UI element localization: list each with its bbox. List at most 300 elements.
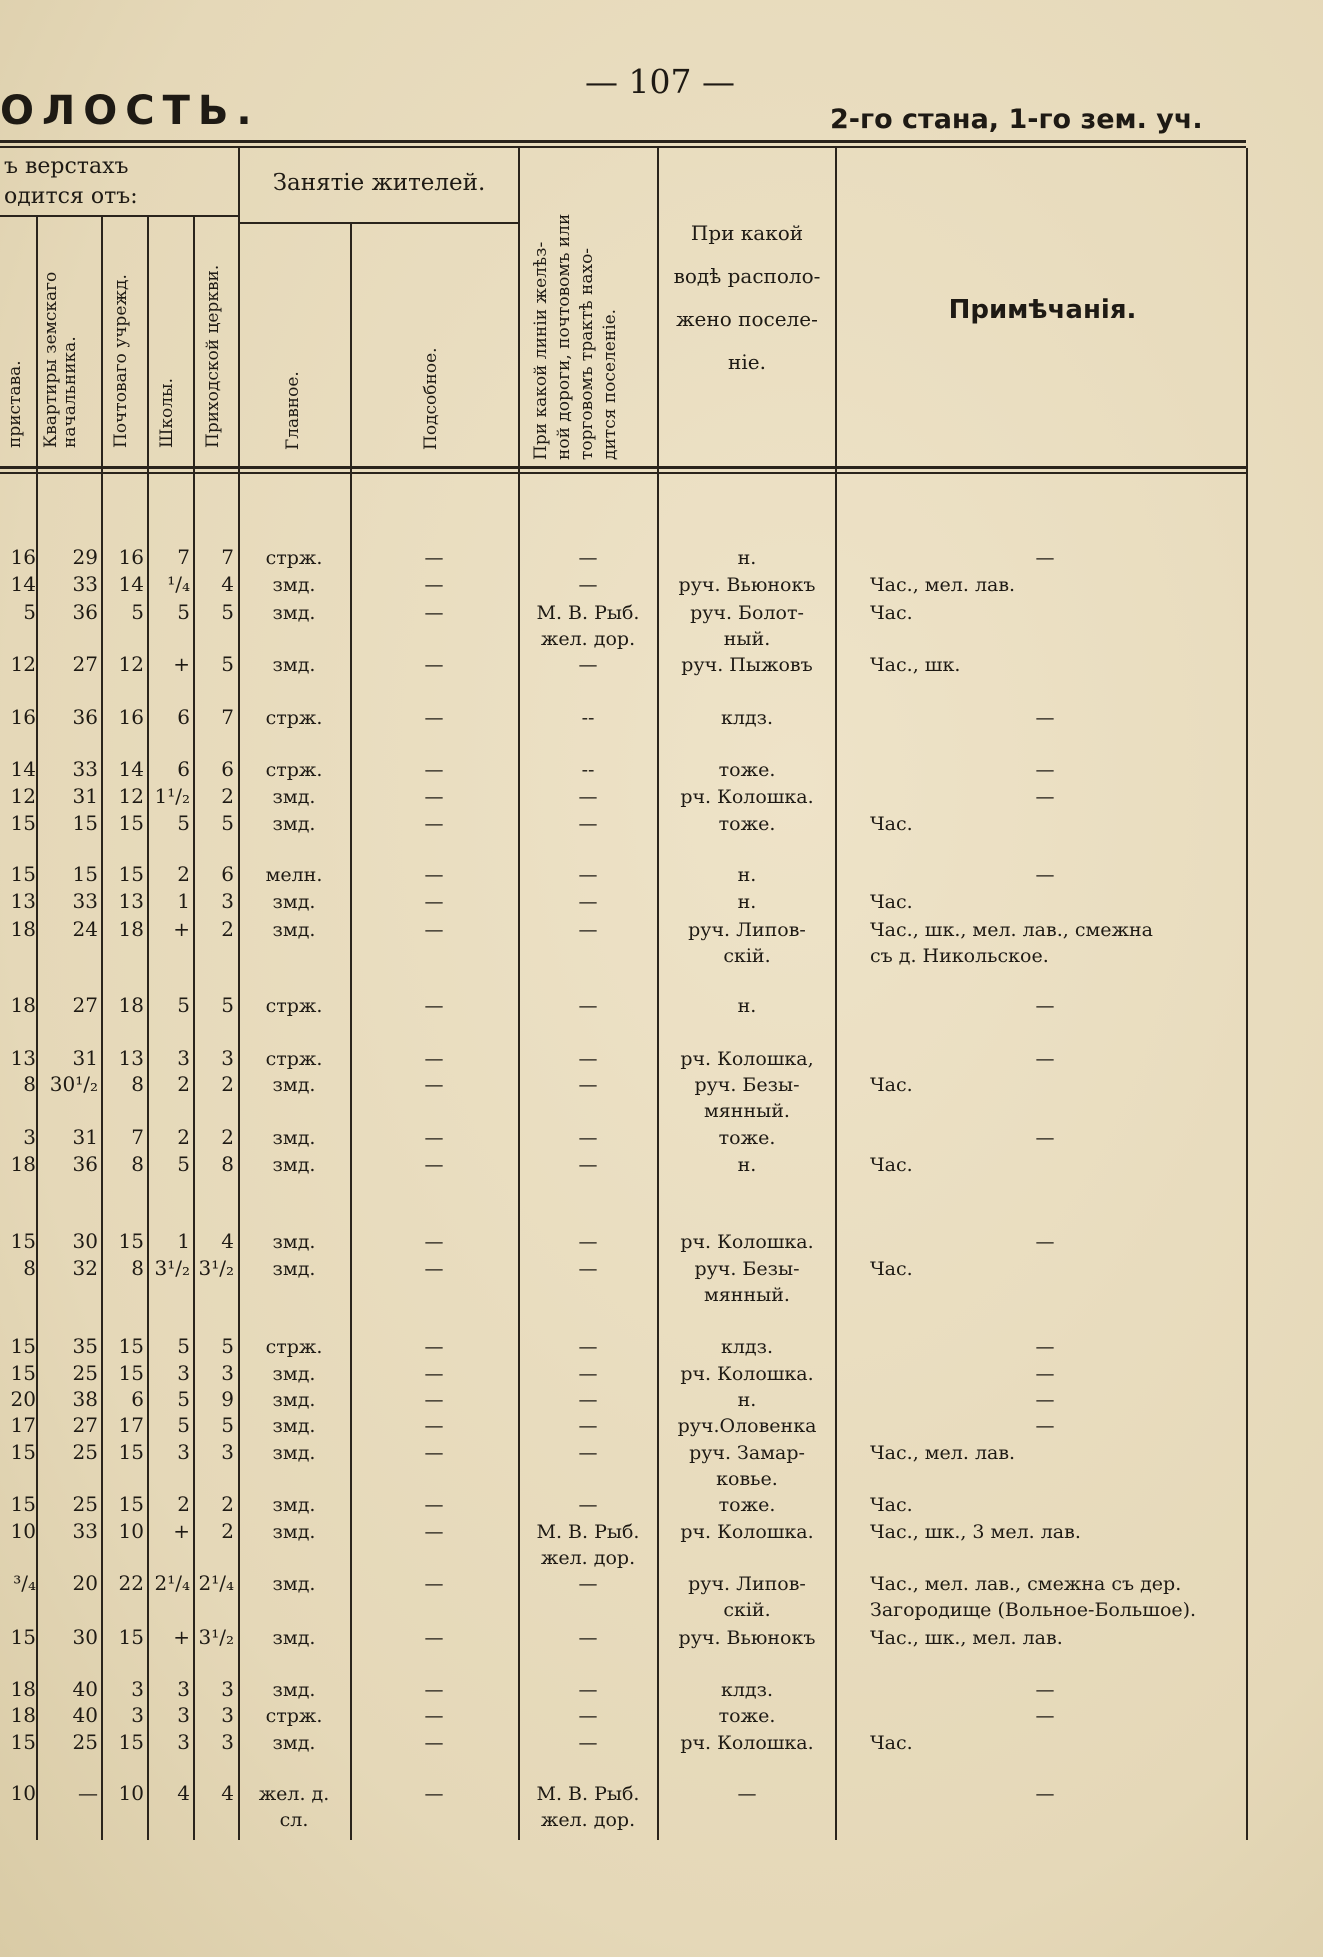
cell-main: змд. (272, 786, 316, 808)
cell-note-dash: — (1035, 1783, 1055, 1805)
cell-road: — (578, 919, 598, 941)
cell-pristav: 15 (10, 1361, 36, 1385)
cell-road: — (578, 1231, 598, 1253)
cell-church: 8 (221, 1152, 234, 1176)
cell-secondary: — (424, 864, 444, 886)
cell-pristav: 16 (10, 545, 36, 569)
cell-main: стрж. (265, 1336, 323, 1358)
cell-secondary: — (424, 1679, 444, 1701)
cell-pristav: 18 (10, 1703, 36, 1727)
cell-water: тоже. (718, 1127, 776, 1149)
cell-church: 5 (221, 652, 234, 676)
cell-secondary: — (424, 707, 444, 729)
distance-group-header: ъ верстахъ одится отъ: (4, 154, 138, 209)
cell-road: — (578, 574, 598, 596)
cell-water: руч. Липов- скій. (688, 1573, 806, 1621)
cell-secondary: — (424, 547, 444, 569)
cell-school: 3¹/₂ (154, 1256, 190, 1280)
cell-water: н. (737, 547, 757, 569)
top-rule-2 (0, 146, 1246, 148)
cell-school: + (173, 917, 190, 941)
cell-pristav: 15 (10, 1229, 36, 1253)
cell-postal: 3 (131, 1703, 144, 1727)
cell-road: — (578, 1154, 598, 1176)
cell-church: 2 (221, 1492, 234, 1516)
cell-note-dash: — (1035, 1705, 1055, 1727)
cell-note-dash: — (1035, 1048, 1055, 1070)
cell-road: — (578, 1442, 598, 1464)
cell-zemsky: 25 (72, 1361, 98, 1385)
cell-postal: 15 (118, 1492, 144, 1516)
cell-zemsky: 36 (72, 600, 98, 624)
cell-main: змд. (272, 1494, 316, 1516)
cell-water: клдз. (720, 1336, 774, 1358)
cell-pristav: 18 (10, 1677, 36, 1701)
cell-zemsky: 25 (72, 1440, 98, 1464)
cell-postal: 14 (118, 757, 144, 781)
cell-main: стрж. (265, 547, 323, 569)
cell-road: — (578, 654, 598, 676)
cell-secondary: — (424, 1258, 444, 1280)
cell-road: — (578, 1336, 598, 1358)
cell-postal: 15 (118, 1334, 144, 1358)
cell-zemsky: 27 (72, 993, 98, 1017)
zemsky-header: Квартиры земскаго начальника. (41, 271, 80, 448)
cell-school: 5 (177, 600, 190, 624)
cell-school: 2¹/₄ (154, 1571, 190, 1595)
cell-postal: 8 (131, 1152, 144, 1176)
cell-church: 6 (221, 862, 234, 886)
cell-pristav: 12 (10, 652, 36, 676)
cell-zemsky: 25 (72, 1492, 98, 1516)
cell-note-dash: — (1035, 1127, 1055, 1149)
cell-road: М. В. Рыб. жел. дор. (536, 602, 640, 650)
cell-water: рч. Колошка. (680, 1732, 814, 1754)
cell-water: н. (737, 864, 757, 886)
cell-postal: 15 (118, 1229, 144, 1253)
cell-pristav: 5 (23, 600, 36, 624)
cell-school: 3 (177, 1730, 190, 1754)
cell-note: Час. (870, 1154, 913, 1176)
cell-road: — (578, 1627, 598, 1649)
cell-water: руч. Пыжовъ (681, 654, 813, 676)
cell-school: 6 (177, 757, 190, 781)
cell-water: руч. Вьюнокъ (678, 1627, 816, 1649)
cell-zemsky: 30 (72, 1625, 98, 1649)
cell-church: 4 (221, 1229, 234, 1253)
cell-church: 2 (221, 917, 234, 941)
cell-school: 1¹/₂ (154, 784, 190, 808)
cell-zemsky: — (78, 1781, 98, 1805)
cell-note: Час. (870, 813, 913, 835)
cell-main: змд. (272, 1415, 316, 1437)
cell-main: змд. (272, 1679, 316, 1701)
cell-pristav: 15 (10, 862, 36, 886)
cell-road: — (578, 547, 598, 569)
cell-note: Час. (870, 1732, 913, 1754)
cell-zemsky: 36 (72, 705, 98, 729)
cell-school: 5 (177, 1152, 190, 1176)
cell-zemsky: 40 (72, 1677, 98, 1701)
cell-church: 2 (221, 1125, 234, 1149)
cell-main: мелн. (265, 864, 323, 886)
cell-water: клдз. (720, 1679, 774, 1701)
cell-road: — (578, 1389, 598, 1411)
cell-zemsky: 31 (72, 1125, 98, 1149)
cell-water: рч. Колошка, (680, 1048, 814, 1070)
cell-school: 1 (177, 1229, 190, 1253)
cell-note: Час., мел. лав. (870, 574, 1016, 596)
cell-church: 2¹/₄ (198, 1571, 234, 1595)
cell-postal: 5 (131, 600, 144, 624)
cell-zemsky: 30 (72, 1229, 98, 1253)
cell-postal: 15 (118, 1361, 144, 1385)
cell-secondary: — (424, 1127, 444, 1149)
cell-zemsky: 33 (72, 757, 98, 781)
cell-secondary: — (424, 813, 444, 835)
cell-main: змд. (272, 1127, 316, 1149)
cell-water: руч. Замар- ковье. (689, 1442, 805, 1490)
subgroup-rule-mid (238, 222, 518, 224)
cell-church: 3 (221, 1703, 234, 1727)
church-header: Приходской церкви. (203, 264, 223, 448)
cell-note: Час., шк., мел. лав. (870, 1627, 1063, 1649)
cell-school: 1 (177, 889, 190, 913)
cell-main: змд. (272, 654, 316, 676)
cell-pristav: 15 (10, 811, 36, 835)
cell-road: — (578, 1494, 598, 1516)
cell-main: змд. (272, 813, 316, 835)
cell-water: руч. Безы- мянный. (694, 1074, 800, 1122)
cell-note-dash: — (1035, 1679, 1055, 1701)
cell-zemsky: 27 (72, 1413, 98, 1437)
cell-water: тоже. (718, 1705, 776, 1727)
cell-church: 3 (221, 1046, 234, 1070)
cell-zemsky: 40 (72, 1703, 98, 1727)
cell-school: + (173, 1519, 190, 1543)
cell-note-dash: — (1035, 1231, 1055, 1253)
cell-note-dash: — (1035, 547, 1055, 569)
cell-main: змд. (272, 891, 316, 913)
cell-main: змд. (272, 1258, 316, 1280)
cell-water: рч. Колошка. (680, 1231, 814, 1253)
pristav-header: пристава. (5, 360, 25, 448)
cell-pristav: 16 (10, 705, 36, 729)
cell-pristav: 14 (10, 757, 36, 781)
cell-note-dash: — (1035, 864, 1055, 886)
cell-school: + (173, 1625, 190, 1649)
cell-zemsky: 15 (72, 811, 98, 835)
cell-secondary: — (424, 759, 444, 781)
school-header: Школы. (157, 378, 177, 448)
cell-school: 3 (177, 1677, 190, 1701)
cell-zemsky: 24 (72, 917, 98, 941)
cell-school: 5 (177, 993, 190, 1017)
cell-secondary: — (424, 1521, 444, 1543)
cell-note: Час., шк. (870, 654, 961, 676)
cell-secondary: — (424, 1783, 444, 1805)
cell-secondary: — (424, 1048, 444, 1070)
cell-water: руч. Болот- ный. (690, 602, 804, 650)
cell-pristav: 12 (10, 784, 36, 808)
cell-note: Час. (870, 891, 913, 913)
top-rule (0, 140, 1246, 143)
cell-zemsky: 25 (72, 1730, 98, 1754)
cell-church: 3 (221, 1361, 234, 1385)
cell-zemsky: 33 (72, 572, 98, 596)
main-occupation-header: Главное. (283, 371, 303, 450)
cell-pristav: 8 (23, 1072, 36, 1096)
cell-note-dash: — (1035, 995, 1055, 1017)
cell-main: змд. (272, 1363, 316, 1385)
cell-church: 4 (221, 1781, 234, 1805)
header-bottom-rule-2 (0, 472, 1246, 474)
cell-secondary: — (424, 1363, 444, 1385)
cell-church: 5 (221, 600, 234, 624)
cell-zemsky: 35 (72, 1334, 98, 1358)
cell-water: тоже. (718, 813, 776, 835)
cell-road: — (578, 1258, 598, 1280)
cell-note: Час., мел. лав. (870, 1442, 1016, 1464)
cell-road: — (578, 1048, 598, 1070)
cell-note-dash: — (1035, 1363, 1055, 1385)
cell-zemsky: 31 (72, 1046, 98, 1070)
cell-church: 5 (221, 811, 234, 835)
cell-road: — (578, 891, 598, 913)
cell-main: змд. (272, 602, 316, 624)
cell-church: 7 (221, 705, 234, 729)
cell-secondary: — (424, 1732, 444, 1754)
cell-main: змд. (272, 1521, 316, 1543)
cell-secondary: — (424, 1231, 444, 1253)
cell-pristav: 3 (23, 1125, 36, 1149)
cell-postal: 15 (118, 862, 144, 886)
cell-secondary: — (424, 1074, 444, 1096)
cell-note: Час. (870, 1258, 913, 1280)
cell-pristav: 10 (10, 1519, 36, 1543)
cell-secondary: — (424, 1627, 444, 1649)
cell-postal: 7 (131, 1125, 144, 1149)
cell-postal: 8 (131, 1072, 144, 1096)
cell-secondary: — (424, 919, 444, 941)
cell-water: руч. Вьюнокъ (678, 574, 816, 596)
cell-water: н. (737, 995, 757, 1017)
cell-church: 3 (221, 889, 234, 913)
cell-zemsky: 15 (72, 862, 98, 886)
cell-water: клдз. (720, 707, 774, 729)
cell-main: стрж. (265, 759, 323, 781)
cell-postal: 8 (131, 1256, 144, 1280)
cell-secondary: — (424, 574, 444, 596)
cell-road: — (578, 1573, 598, 1595)
cell-road: -- (581, 759, 595, 781)
cell-school: 5 (177, 1334, 190, 1358)
secondary-occupation-header: Подсобное. (421, 347, 441, 450)
cell-pristav: 20 (10, 1387, 36, 1411)
cell-water: н. (737, 891, 757, 913)
cell-water: рч. Колошка. (680, 1363, 814, 1385)
cell-school: 3 (177, 1361, 190, 1385)
cell-church: 6 (221, 757, 234, 781)
cell-road: -- (581, 707, 595, 729)
cell-road: — (578, 864, 598, 886)
page-number: — 107 — (585, 62, 735, 101)
cell-postal: 10 (118, 1519, 144, 1543)
cell-secondary: — (424, 1389, 444, 1411)
water-header: При какой водѣ располо- жено поселе- ніе. (673, 221, 821, 374)
cell-secondary: — (424, 786, 444, 808)
cell-main: стрж. (265, 995, 323, 1017)
cell-road: — (578, 786, 598, 808)
cell-church: 3 (221, 1440, 234, 1464)
cell-postal: 6 (131, 1387, 144, 1411)
cell-road: — (578, 995, 598, 1017)
header-bottom-rule (0, 466, 1246, 469)
cell-school: + (173, 652, 190, 676)
cell-note-dash: — (1035, 1389, 1055, 1411)
cell-postal: 17 (118, 1413, 144, 1437)
cell-zemsky: 30¹/₂ (49, 1072, 98, 1096)
cell-school: 2 (177, 1072, 190, 1096)
cell-pristav: 13 (10, 889, 36, 913)
road-header: При какой линіи желѣз- ной дороги, почтовомъ или торговомъ трактѣ нахо- дится поселеніе. (531, 213, 620, 460)
cell-pristav: 15 (10, 1492, 36, 1516)
cell-note-dash: — (1035, 786, 1055, 808)
cell-road: — (578, 1363, 598, 1385)
cell-church: 7 (221, 545, 234, 569)
cell-secondary: — (424, 654, 444, 676)
col-divider (36, 215, 38, 1840)
cell-main: стрж. (265, 1048, 323, 1070)
district-heading: 2-го стана, 1-го зем. уч. (830, 104, 1203, 135)
cell-note-dash: — (1035, 707, 1055, 729)
cell-postal: 22 (118, 1571, 144, 1595)
cell-secondary: — (424, 1705, 444, 1727)
cell-main: змд. (272, 574, 316, 596)
cell-church: 2 (221, 1072, 234, 1096)
cell-main: жел. д. сл. (258, 1783, 330, 1831)
cell-main: змд. (272, 1627, 316, 1649)
cell-road: — (578, 813, 598, 835)
cell-zemsky: 32 (72, 1256, 98, 1280)
cell-road: — (578, 1074, 598, 1096)
cell-secondary: — (424, 1494, 444, 1516)
cell-postal: 16 (118, 545, 144, 569)
cell-main: змд. (272, 919, 316, 941)
cell-water: рч. Колошка. (680, 786, 814, 808)
cell-postal: 13 (118, 1046, 144, 1070)
cell-church: 5 (221, 1334, 234, 1358)
cell-main: змд. (272, 1732, 316, 1754)
cell-road: М. В. Рыб. жел. дор. (536, 1521, 640, 1569)
col-divider (835, 148, 837, 1840)
cell-main: змд. (272, 1154, 316, 1176)
cell-pristav: 18 (10, 993, 36, 1017)
cell-main: стрж. (265, 1705, 323, 1727)
cell-postal: 15 (118, 1625, 144, 1649)
cell-zemsky: 29 (72, 545, 98, 569)
cell-school: 3 (177, 1046, 190, 1070)
cell-pristav: 17 (10, 1413, 36, 1437)
cell-pristav: ³/₄ (13, 1571, 36, 1595)
cell-secondary: — (424, 1573, 444, 1595)
cell-church: 4 (221, 572, 234, 596)
cell-road: — (578, 1679, 598, 1701)
cell-main: змд. (272, 1231, 316, 1253)
cell-note: Час. (870, 602, 913, 624)
cell-road: М. В. Рыб. жел. дор. (536, 1783, 640, 1831)
cell-pristav: 15 (10, 1440, 36, 1464)
cell-school: 5 (177, 811, 190, 835)
cell-postal: 18 (118, 993, 144, 1017)
cell-secondary: — (424, 891, 444, 913)
occupation-group-header: Занятіе жителей. (272, 170, 486, 196)
cell-church: 5 (221, 1413, 234, 1437)
cell-note-dash: — (1035, 759, 1055, 781)
cell-water: н. (737, 1389, 757, 1411)
cell-postal: 3 (131, 1677, 144, 1701)
cell-postal: 13 (118, 889, 144, 913)
col-divider (350, 222, 352, 1840)
cell-postal: 15 (118, 811, 144, 835)
cell-school: 7 (177, 545, 190, 569)
cell-zemsky: 31 (72, 784, 98, 808)
cell-postal: 12 (118, 784, 144, 808)
cell-church: 3¹/₂ (198, 1256, 234, 1280)
cell-school: 4 (177, 1781, 190, 1805)
cell-note-dash: — (1035, 1336, 1055, 1358)
cell-pristav: 13 (10, 1046, 36, 1070)
cell-main: змд. (272, 1389, 316, 1411)
cell-zemsky: 33 (72, 889, 98, 913)
cell-pristav: 14 (10, 572, 36, 596)
cell-zemsky: 38 (72, 1387, 98, 1411)
cell-pristav: 18 (10, 1152, 36, 1176)
cell-church: 5 (221, 993, 234, 1017)
cell-note: Час., мел. лав., смежна съ дер. Загородище (Вольное-Большое). (870, 1573, 1197, 1621)
cell-note: Час., шк., 3 мел. лав. (870, 1521, 1081, 1543)
cell-church: 2 (221, 1519, 234, 1543)
postal-header: Почтоваго учрежд. (111, 274, 131, 448)
cell-secondary: — (424, 1442, 444, 1464)
cell-zemsky: 20 (72, 1571, 98, 1595)
cell-church: 3¹/₂ (198, 1625, 234, 1649)
cell-water: рч. Колошка. (680, 1521, 814, 1543)
cell-pristav: 15 (10, 1730, 36, 1754)
cell-note: Час. (870, 1074, 913, 1096)
cell-secondary: — (424, 602, 444, 624)
col-divider (147, 215, 149, 1840)
cell-postal: 12 (118, 652, 144, 676)
cell-road: — (578, 1415, 598, 1437)
col-divider (101, 215, 103, 1840)
cell-main: змд. (272, 1442, 316, 1464)
notes-header: Примѣчанія. (948, 295, 1137, 325)
cell-secondary: — (424, 1415, 444, 1437)
cell-pristav: 15 (10, 1625, 36, 1649)
cell-main: змд. (272, 1573, 316, 1595)
cell-church: 3 (221, 1677, 234, 1701)
cell-school: 3 (177, 1440, 190, 1464)
cell-water: — (737, 1783, 757, 1805)
cell-postal: 15 (118, 1730, 144, 1754)
cell-water: руч.Оловенка (677, 1415, 817, 1437)
cell-church: 2 (221, 784, 234, 808)
col-divider (193, 215, 195, 1840)
cell-secondary: — (424, 995, 444, 1017)
cell-main: змд. (272, 1074, 316, 1096)
cell-school: 5 (177, 1387, 190, 1411)
